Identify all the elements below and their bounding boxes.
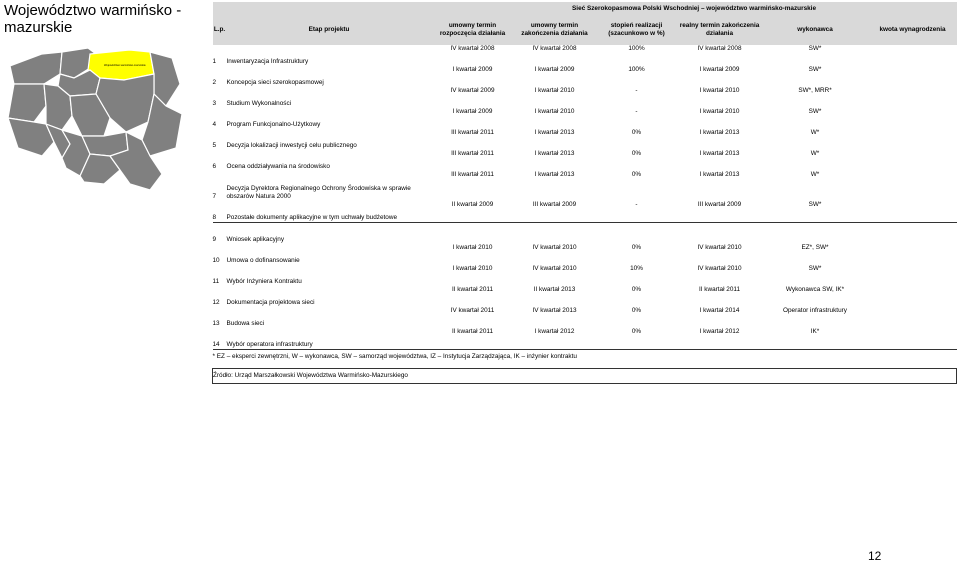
row-progress: 0%	[631, 150, 642, 157]
row-fee	[869, 45, 957, 66]
row-end: I kwartał 2010	[534, 87, 575, 94]
row-stage: Decyzja lokalizacji inwestycji celu publicznego	[226, 142, 357, 149]
row-start: I kwartał 2009	[452, 66, 493, 73]
row-stage: Umowa o dofinansowanie	[226, 257, 300, 264]
row-progress: 0%	[631, 307, 642, 314]
row-stage: Budowa sieci	[226, 320, 265, 327]
row-fee	[869, 171, 957, 201]
table-row	[213, 286, 957, 307]
row-number: 7	[212, 193, 217, 200]
table-row	[213, 150, 957, 171]
row-end: IV kwartał 2010	[532, 244, 577, 251]
row-number: 9	[213, 223, 227, 245]
row-real-end: I kwartał 2012	[699, 328, 740, 335]
row-real-end: I kwartał 2010	[699, 108, 740, 115]
row-executor: SW*	[808, 45, 822, 52]
row-start: IV kwartał 2011	[450, 307, 495, 314]
row-executor: SW*	[808, 265, 822, 272]
row-number: 3	[212, 100, 217, 107]
row-progress: -	[635, 108, 638, 115]
row-number: 5	[212, 142, 217, 149]
row-real-end	[678, 223, 762, 245]
row-start: III kwartał 2011	[451, 150, 494, 157]
row-real-end: III kwartał 2009	[697, 201, 742, 208]
row-end: IV kwartał 2010	[532, 265, 577, 272]
row-fee	[869, 87, 957, 108]
row-real-end: I kwartał 2010	[699, 87, 740, 94]
row-start	[432, 223, 514, 245]
row-number: 6	[212, 163, 217, 170]
row-real-end: I kwartał 2013	[699, 150, 740, 157]
row-end: I kwartał 2013	[534, 171, 575, 178]
row-number: 2	[212, 79, 217, 86]
row-fee	[869, 201, 957, 223]
row-fee	[869, 108, 957, 129]
row-end	[514, 223, 596, 245]
row-start: II kwartał 2011	[451, 328, 494, 335]
row-end: II kwartał 2013	[533, 286, 576, 293]
row-executor: SW*	[808, 108, 822, 115]
row-number: 10	[212, 257, 220, 264]
row-executor: EZ*, SW*	[801, 244, 829, 251]
row-stage: Wniosek aplikacyjny	[227, 223, 432, 245]
row-executor: W*	[810, 129, 820, 136]
row-end: I kwartał 2010	[534, 108, 575, 115]
row-start: III kwartał 2011	[451, 129, 494, 136]
table-caption: Sieć Szerokopasmowa Polski Wschodniej – województwo warmińsko-mazurskie	[432, 2, 957, 15]
table-row	[213, 66, 957, 87]
row-executor	[762, 223, 869, 245]
header-end: umowny termin zakończenia działania	[514, 15, 596, 45]
row-start: I kwartał 2010	[452, 265, 493, 272]
table-row	[213, 129, 957, 150]
header-stage: Etap projektu	[227, 15, 432, 45]
row-fee	[869, 66, 957, 87]
row-executor: W*	[810, 171, 820, 178]
header-executor: wykonawca	[762, 15, 869, 45]
row-stage: Wybór Inżyniera Kontraktu	[226, 278, 302, 285]
row-fee	[869, 307, 957, 328]
row-real-end: I kwartał 2009	[699, 66, 740, 73]
table-row	[213, 223, 957, 245]
row-stage: Program Funkcjonalno-Użytkowy	[226, 121, 321, 128]
row-start: IV kwartał 2008	[450, 45, 495, 52]
poland-map	[0, 44, 200, 194]
row-number: 13	[212, 320, 220, 327]
row-start: III kwartał 2011	[451, 171, 494, 178]
row-progress: 0%	[631, 171, 642, 178]
row-stage: Ocena oddziaływania na środowisko	[226, 163, 330, 170]
table-row	[213, 87, 957, 108]
header-lp: L.p.	[213, 15, 227, 45]
row-progress: -	[635, 87, 638, 94]
table-row	[213, 108, 957, 129]
row-stage: Decyzja Dyrektora Regionalnego Ochrony Środowiska w sprawie obszarów Natura 2000	[226, 185, 411, 200]
table-row	[213, 307, 957, 328]
row-start: I kwartał 2009	[452, 108, 493, 115]
row-progress: 100%	[628, 66, 645, 73]
project-stages-table	[212, 2, 957, 384]
header-fee: kwota wynagrodzenia	[869, 15, 957, 45]
row-number: 11	[212, 278, 220, 285]
row-progress: 0%	[631, 286, 642, 293]
row-executor: Operator infrastruktury	[783, 307, 847, 314]
row-start: I kwartał 2010	[452, 244, 493, 251]
table-row	[213, 201, 957, 223]
blank-caption-left	[213, 2, 432, 15]
row-real-end: I kwartał 2014	[699, 307, 740, 314]
row-end: I kwartał 2009	[534, 66, 575, 73]
row-end: I kwartał 2013	[534, 150, 575, 157]
row-stage: Pozostałe dokumenty aplikacyjne w tym uchwały budżetowe	[226, 214, 398, 221]
row-progress: 10%	[630, 265, 643, 272]
row-stage: Studium Wykonalności	[226, 100, 292, 107]
table-row	[213, 244, 957, 265]
map-region-lubuskie	[8, 84, 46, 122]
row-fee	[869, 150, 957, 171]
row-end: I kwartał 2012	[534, 328, 575, 335]
header-real-end: realny termin zakończenia działania	[678, 15, 762, 45]
row-real-end: I kwartał 2013	[699, 129, 740, 136]
row-executor: IK*	[810, 328, 820, 335]
row-progress: -	[635, 201, 638, 208]
row-fee	[869, 244, 957, 265]
row-fee	[869, 265, 957, 286]
row-executor: W*	[810, 150, 820, 157]
page-number: 12	[868, 549, 882, 563]
map-region-zachodniopomorskie	[10, 52, 62, 84]
row-number: 4	[212, 121, 217, 128]
row-real-end: IV kwartał 2010	[697, 265, 742, 272]
row-real-end: II kwartał 2011	[698, 286, 741, 293]
row-number: 1	[212, 58, 217, 65]
row-progress: 100%	[628, 45, 645, 52]
row-executor: SW*	[808, 201, 822, 208]
table-row	[213, 328, 957, 350]
row-fee	[869, 328, 957, 350]
row-start: IV kwartał 2009	[450, 87, 495, 94]
row-stage: Dokumentacja projektowa sieci	[226, 299, 315, 306]
row-end: III kwartał 2009	[532, 201, 577, 208]
row-progress: 0%	[631, 244, 642, 251]
row-fee	[869, 286, 957, 307]
row-start: II kwartał 2009	[451, 201, 494, 208]
row-progress: 0%	[631, 328, 642, 335]
row-real-end: IV kwartał 2010	[697, 244, 742, 251]
map-region-label: Województwo warmińsko-mazurskie	[104, 64, 146, 67]
row-start: II kwartał 2011	[451, 286, 494, 293]
row-number: 14	[212, 341, 220, 348]
row-real-end: IV kwartał 2008	[697, 45, 742, 52]
row-stage: Koncepcja sieci szerokopasmowej	[226, 79, 324, 86]
row-executor: SW*, MRR*	[798, 87, 832, 94]
table-row	[213, 45, 957, 66]
header-progress: stopień realizacji (szacunkowo w %)	[596, 15, 678, 45]
row-end: IV kwartał 2008	[532, 45, 577, 52]
row-executor: SW*	[808, 66, 822, 73]
table-source: Źródło: Urząd Marszałkowski Województwa Warmińsko-Mazurskiego	[213, 369, 957, 384]
page-title: Województwo warmińsko - mazurskie	[4, 2, 182, 36]
row-end: IV kwartał 2013	[532, 307, 577, 314]
row-end: I kwartał 2013	[534, 129, 575, 136]
table-footnote: * EZ – eksperci zewnętrzni, W – wykonawca, SW – samorząd województwa, IZ – Instytucja Zarządzająca, IK – inżynier kontraktu	[213, 350, 957, 365]
row-stage: Wybór operatora infrastruktury	[226, 341, 313, 348]
row-real-end: I kwartał 2013	[699, 171, 740, 178]
row-progress	[596, 223, 678, 245]
header-start: umowny termin rozpoczęcia działania	[432, 15, 514, 45]
row-number: 8	[212, 214, 217, 221]
row-fee	[869, 223, 957, 245]
row-stage: Inwentaryzacja Infrastruktury	[226, 58, 309, 65]
row-progress: 0%	[631, 129, 642, 136]
table-row	[213, 265, 957, 286]
row-executor: Wykonawca SW, IK*	[785, 286, 845, 293]
row-fee	[869, 129, 957, 150]
row-number: 12	[212, 299, 220, 306]
table-row	[213, 171, 957, 201]
